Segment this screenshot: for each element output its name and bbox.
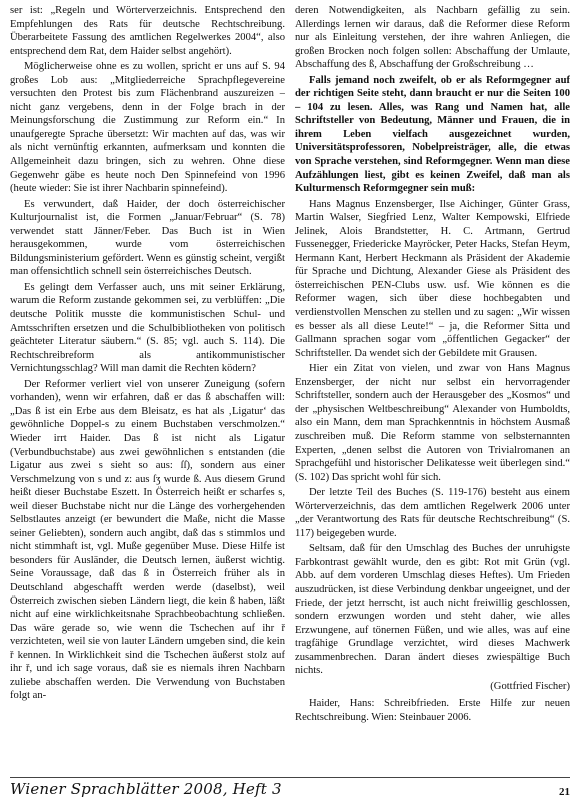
paragraph: Möglicherweise ohne es zu wollen, spricht er uns auf S. 94 großes Lob aus: „Mitgliederreiche Sprachpflegevereine versuchten den Protest bis zum Flächenbrand auszureizen – nicht ganz vergebens, denn in der Folge brach in der Meinungsforschung die Zustimmung zur Reform ein.“ In unaufgeregte Sprache übersetzt: Wir machten auf das, was wir als nicht vernünftig erkannten, aufmerksam und konnten die Allgemeinheit dazu bringen, sich zu wehren. Ohne diese Gegenwehr gäbe es heute noch Den Spinnefeind von 1996 (heute wieder: Sie ist ihrer Nachbarin spinnefeind).: [10, 61, 285, 195]
paragraph: Falls jemand noch zweifelt, ob er als Reformgegner auf der richtigen Seite steht, dann braucht er nur die Seiten 100 – 104 zu lesen. Alles, was Rang und Namen hat, alle Schriftsteller von Bedeutung, Männer und Frauen, die in ihrem Leben vielfach ausgezeichnet wurden, Universitätsprofessoren, Nobelpreisträger, alle, die etwas von Sprache verstehen, sind Reformgegner. Wenn man diese Aufzählungen liest, gibt es keinen Zweifel, daß man als Kulturmensch Reformgegner sein muß:: [295, 74, 570, 195]
page-footer: [10, 777, 570, 798]
paragraph: Hans Magnus Enzensberger, Ilse Aichinger, Günter Grass, Martin Walser, Siegfried Lenz, Walter Kempowski, Elfriede Jelinek, Alois Brandstetter, H. C. Artmann, Gertrud Fussenegger, Friedericke Mayröcker, Peter Hacks, Stefan Heym, Hermann Kant, Herbert Heckmann als Präsident der Akademie für Sprache und Dichtung, Alexander Giese als Präsident des österreichischen PEN-Clubs usw. usf. Wie können es die Reformer wagen, sich über diese hochbegabten und verdienstvollen Menschen zu stellen und zu sagen: „Wir wissen es besser als all diese Leute!“ – ja, die Reformer Sitta und Gallmann sprachen sogar vom „öffentlichen Gegacker“ der Schriftsteller. Da wendet sich der Gebildete mit Grausen.: [295, 198, 570, 359]
page-number: 21: [559, 786, 570, 798]
column-left: [10, 4, 285, 760]
paragraph: Haider, Hans: Schreibfrieden. Erste Hilfe zur neuen Rechtschreibung. Wien: Steinbauer 2006.: [295, 698, 570, 723]
paragraph: Der Reformer verliert viel von unserer Zuneigung (sofern vorhanden), wenn wir erfahren, daß er das ß abschaffen will: „Das ß ist ein Erbe aus dem Bleisatz, es hat als ‚Ligatur‘ das gewöhnliche Doppel-s zu einem Buchstaben verschmolzen.“ Wieder irrt Haider. Das ß ist nicht als Ligatur (Verbundbuchstabe) aus zwei gewöhnlichen s entstanden (die Ligatur aus zwei s sieht so aus: ſſ), sondern aus einer Verschmelzung von s und z: aus ſʒ wurde ß. Aus diesem Grund heißt dieser Buchstabe Eszett. In Österreich heißt er scharfes s, weil dieser Buchstabe nicht nur die Länge des vorhergehenden Selbstlautes anzeigt (er bewundert die Maße, nicht die Masse seiner Geliebten), sondern auch angibt, daß das s stimmlos und nicht stimmhaft ist, vgl. Muße gegenüber Muse. Diese Hilfe ist besonders für Ausländer, die Deutsch lernen, äußerst wichtig. Seine Voraussage, daß das ß in Österreich früher als in Deutschland abgeschafft werden werde (daselbst), weil Österreich zwischen sieben Ländern liegt, die kein ß haben, läßt nicht auf eine wirklichkeitsnahe Sprachbeobachtung schließen. Das wäre gerade so, wie wenn die Tschechen auf ihr ř verzichteten, weil sie von lauter Ländern umgeben sind, die kein ř kennen. In Wirklichkeit sind die Tschechen äußerst stolz auf ihr ř, und ich sage voraus, daß sie es niemals ihren Nachbarn zuliebe abschaffen werden. Die Verwendung von Buchstaben folgt an-: [10, 378, 285, 702]
paragraph: (Gottfried Fischer): [490, 680, 570, 692]
paragraph: Es gelingt dem Verfasser auch, uns mit seiner Erklärung, warum die Reform zustande gekommen sei, zu verblüffen: „Die deutsche Politik musste die kommunistischen Schul- und Amtsschriften ersetzen und die Schulbibliotheken von politisch geächteter Literatur säubern.“ (S. 85; vgl. auch S. 114). Die Rechtschreibreform als antikommunistischer Vernichtungsschlag? Will man damit die Rechten ködern?: [10, 281, 285, 375]
paragraph: ser ist: „Regeln und Wörterverzeichnis. Entsprechend den Empfehlungen des Rats für deutsche Rechtschreibung. Überarbeitete Fassung des amtlichen Regelwerkes 2004“, also entsprechend dem Rat, dem Haider selbst angehört).: [10, 5, 285, 57]
paragraph: Der letzte Teil des Buches (S. 119-176) besteht aus einem Wörterverzeichnis, das dem amtlichen Regelwerk 2006 unter „der Verantwortung des Rats für deutsche Rechtschreibung“ (S. 117) beigegeben wurde.: [295, 487, 570, 539]
article-body: [10, 4, 570, 760]
paragraph: Seltsam, daß für den Umschlag des Buches der unruhigste Farbkontrast gewählt wurde, den es gibt: Rot mit Grün (vgl. Abb. auf dem vorderen Umschlag dieses Heftes). Um Frieden auszudrücken, ist diese Verbindung denkbar ungeeignet, und der Friede, der jetzt herrscht, ist auch nicht freiwillig geschlossen, sondern erzwungen worden und steht daher, wie alles Erzwungene, auf tönernen Füßen, und wie alles, was auf eine tragfähige Grundlage verzichtet, wird dieses Machwerk zusammenbrechen. Daran ändert dieses zwiespältige Buch nichts.: [295, 543, 570, 677]
journal-title: Wiener Sprachblätter 2008, Heft 3: [10, 780, 282, 798]
paragraph: deren Notwendigkeiten, als Nachbarn gefällig zu sein. Allerdings lernen wir daraus, daß die Reformer diese Reform nur als Einleitung verstehen, der ihre wahren Anliegen, die großen Brocken noch folgen sollen: Abschaffung der Umlaute, Abschaffung des ß, Abschaffung der Großschreibung …: [295, 5, 570, 71]
column-right: [295, 4, 570, 760]
paragraph: Es verwundert, daß Haider, der doch österreichischer Kulturjournalist ist, die Formen „Januar/Februar“ (S. 78) verwendet statt Jänner/Feber. Das Buch ist in Wien herausgekommen, wurde vom österreichischen Bildungsministerium gefördert. Wenn es günstig scheint, vergißt man offensichtlich schnell sein österreichisches Deutsch.: [10, 198, 285, 278]
paragraph: Hier ein Zitat von vielen, und zwar von Hans Magnus Enzensberger, der nicht nur selbst ein hervorragender Schriftsteller, sondern auch der Herausgeber des „Kosmos“ und der „physischen Weltbeschreibung“ Alexander von Humboldts, also ein Mann, dem man Sprachkenntnis in höchstem Ausmaß zuschreiben muß. Die Reform stamme von selbsternannten Experten, „denen selbst die Autoren von Trivialromanen an Sprachgefühl und historischer Delikatesse weit überlegen sind.“ (S. 102) Das spricht wohl für sich.: [295, 363, 570, 483]
